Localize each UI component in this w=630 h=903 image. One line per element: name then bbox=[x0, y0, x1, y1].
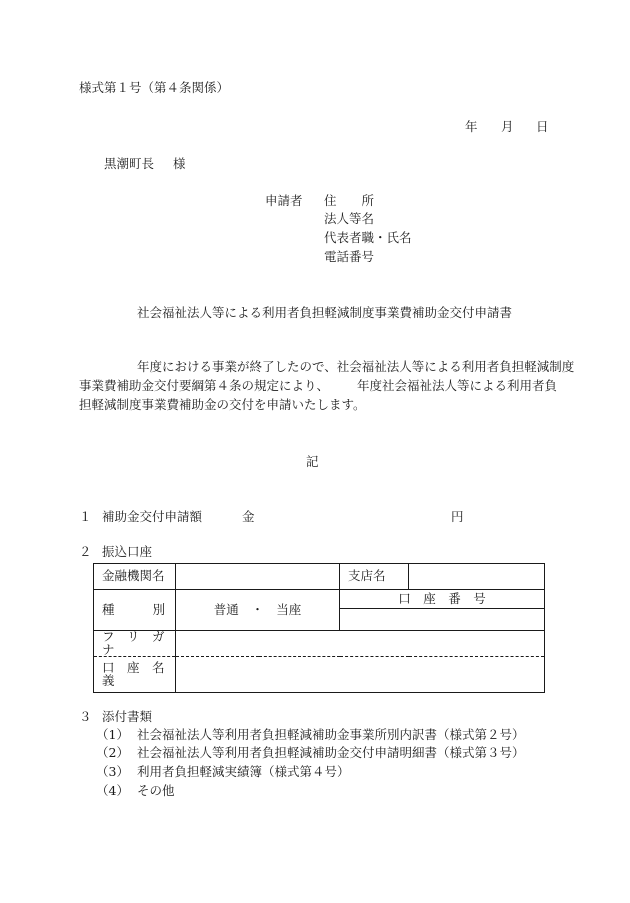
bank-name-label: 金融機関名 bbox=[94, 564, 176, 590]
attachment-3-text: 利用者負担軽減実績簿（様式第４号） bbox=[137, 764, 350, 779]
body-line-1: 年度における事業が終了したので、社会福祉法人等による利用者負担軽減制度 bbox=[137, 359, 575, 374]
attachment-1-text: 社会福祉法人等利用者負担軽減補助金事業所別内訳書（様式第２号） bbox=[137, 727, 525, 742]
account-type-char-2: 別 bbox=[152, 601, 165, 617]
attachment-2-text: 社会福祉法人等利用者負担軽減補助金交付申請明細書（様式第３号） bbox=[137, 745, 525, 760]
item-1-number: １ bbox=[79, 509, 92, 524]
account-type-value[interactable]: 普通 ・ 当座 bbox=[176, 590, 340, 631]
item-2-number: ２ bbox=[79, 544, 92, 559]
account-type-label bbox=[94, 590, 176, 631]
account-holder-value[interactable] bbox=[176, 657, 545, 693]
applicant-address: 住 所 bbox=[324, 193, 375, 208]
furigana-label: フ リ ガ ナ bbox=[94, 631, 176, 657]
attachment-4-text: その他 bbox=[137, 783, 175, 798]
applicant-corp-name: 法人等名 bbox=[324, 211, 375, 226]
body-line-2a: 事業費補助金交付要綱第４条の規定により、 bbox=[79, 378, 330, 393]
item-3-number: ３ bbox=[79, 709, 92, 724]
item-3-label: 添付書類 bbox=[102, 709, 153, 724]
branch-name-label: 支店名 bbox=[340, 564, 409, 590]
applicant-label: 申請者 bbox=[265, 193, 303, 208]
attachment-2-number: （2） bbox=[96, 745, 129, 760]
document-title: 社会福祉法人等による利用者負担軽減制度事業費補助金交付申請書 bbox=[137, 305, 513, 320]
applicant-phone: 電話番号 bbox=[324, 249, 375, 264]
body-line-2b: 年度社会福祉法人等による利用者負 bbox=[357, 378, 558, 393]
furigana-value[interactable] bbox=[176, 631, 545, 657]
bank-account-table bbox=[93, 563, 545, 693]
date-year: 年 bbox=[465, 119, 478, 134]
item-1-en: 円 bbox=[451, 509, 464, 524]
account-type-char-1: 種 bbox=[102, 601, 115, 617]
item-2-label: 振込口座 bbox=[102, 544, 153, 559]
form-number: 様式第１号（第４条関係） bbox=[79, 80, 230, 95]
attachment-3-number: （3） bbox=[96, 764, 129, 779]
bank-name-value[interactable] bbox=[176, 564, 340, 590]
account-number-value[interactable] bbox=[340, 609, 545, 631]
ki-heading: 記 bbox=[306, 454, 319, 469]
branch-name-value[interactable] bbox=[409, 564, 545, 590]
item-1-label: 補助金交付申請額 bbox=[102, 509, 203, 524]
attachment-1-number: （1） bbox=[96, 727, 129, 742]
account-holder-label: 口 座 名 義 bbox=[94, 657, 176, 693]
date-month: 月 bbox=[501, 119, 514, 134]
addressee-honorific: 様 bbox=[173, 156, 186, 171]
item-1-kin: 金 bbox=[242, 509, 255, 524]
date-day: 日 bbox=[536, 119, 549, 134]
attachment-4-number: （4） bbox=[96, 783, 129, 798]
applicant-representative: 代表者職・氏名 bbox=[324, 230, 412, 245]
addressee-name: 黒潮町長 bbox=[104, 156, 155, 171]
account-number-label: 口 座 番 号 bbox=[340, 590, 545, 609]
body-line-3: 担軽減制度事業費補助金の交付を申請いたします。 bbox=[79, 397, 366, 412]
